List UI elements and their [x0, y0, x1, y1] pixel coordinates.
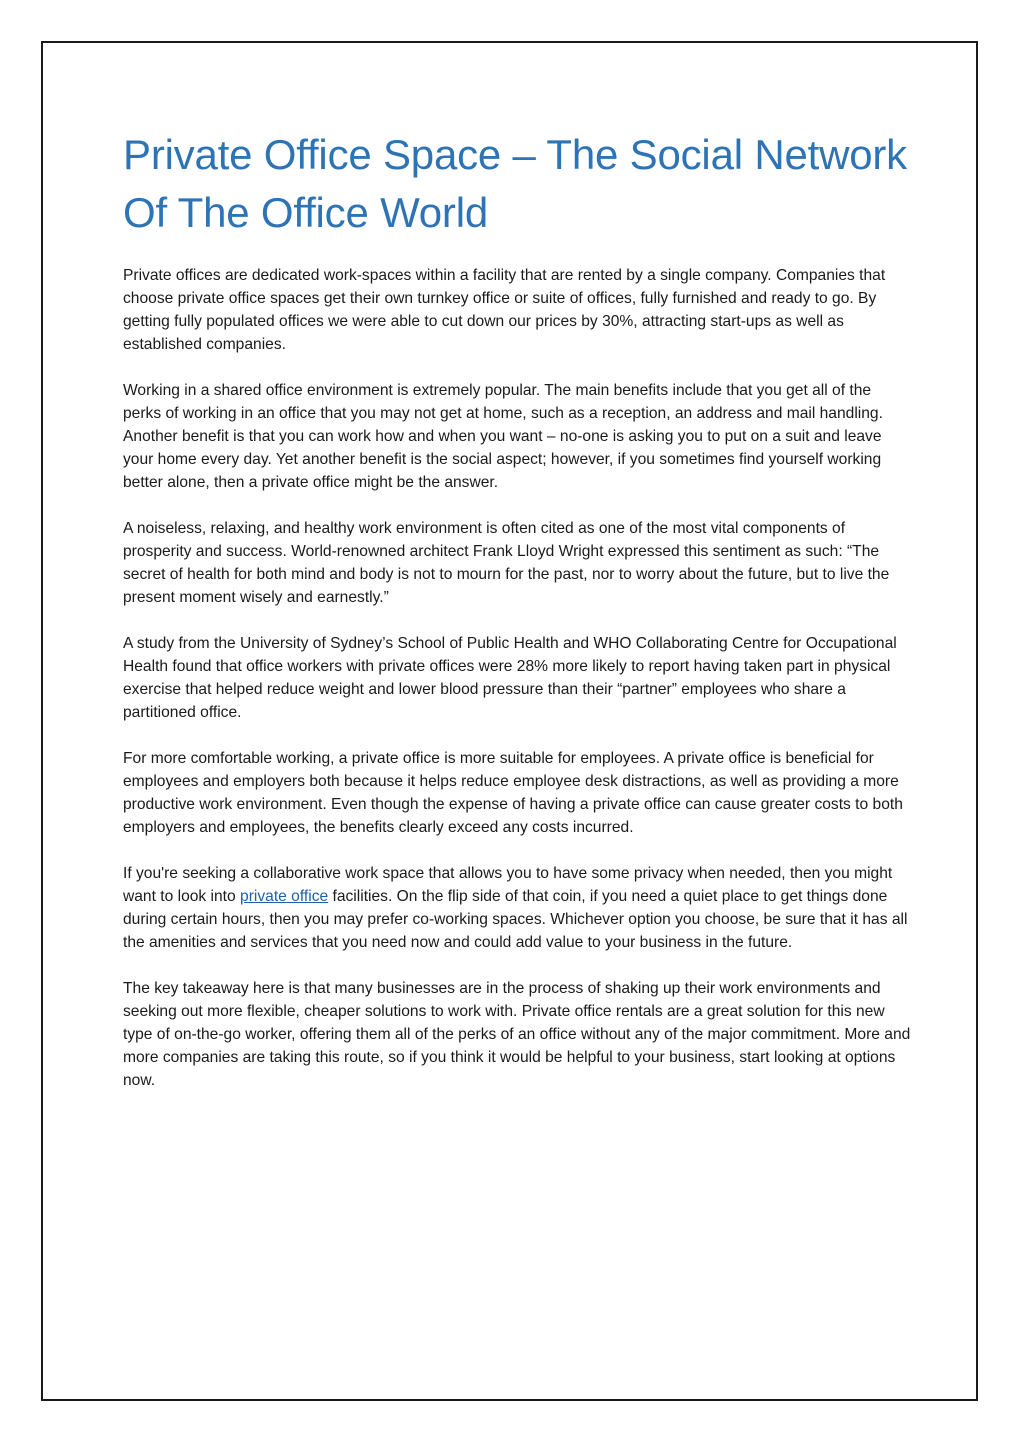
paragraph-5: For more comfortable working, a private office is more suitable for employees. A private office is beneficial for employees and employers both because it helps reduce employee desk distractions, as well as providing a more productive work environment. Even though the expense of having a private office can cause greater costs to both employers and employees, the benefits clearly exceed any costs incurred.	[123, 750, 903, 836]
paragraph-1: Private offices are dedicated work-spaces within a facility that are rented by a single company. Companies that choose private office spaces get their own turnkey office or suite of offices, fully furnished and ready to go. By getting fully populated offices we were able to cut down our prices by 30%, attracting start-ups as well as established companies.	[123, 267, 886, 353]
document-body	[123, 264, 913, 1092]
paragraph-2: Working in a shared office environment is extremely popular. The main benefits include that you get all of the perks of working in an office that you may not get at home, such as a reception, an address and mail handling. Another benefit is that you can work how and when you want – no-one is asking you to put on a suit and leave your home every day. Yet another benefit is the social aspect; however, if you sometimes find yourself working better alone, then a private office might be the answer.	[123, 382, 883, 491]
paragraph-6	[123, 862, 913, 954]
document-title: Private Office Space – The Social Network Of The Office World	[123, 131, 907, 236]
paragraph-7: The key takeaway here is that many businesses are in the process of shaking up their work environments and seeking out more flexible, cheaper solutions to work with. Private office rentals are a great solution for this new type of on-the-go worker, offering them all of the perks of an office without any of the major commitment. More and more companies are taking this route, so if you think it would be helpful to your business, start looking at options now.	[123, 980, 911, 1089]
paragraph-6-after-link: facilities. On the flip side of that coin, if you need a quiet place to get things done during certain hours, then you may prefer co-working spaces. Whichever option you choose, be sure that it has all the amenities and services that you need now and could add value to your business in the future.	[123, 888, 908, 951]
paragraph-6-before-link: If you're seeking a collaborative work space that allows you to have some privacy when needed, then you might want to look into	[123, 865, 893, 905]
paragraph-3: A noiseless, relaxing, and healthy work environment is often cited as one of the most vital components of prosperity and success. World-renowned architect Frank Lloyd Wright expressed this sentiment as such: “The secret of health for both mind and body is not to mourn for the past, nor to worry about the future, but to live the present moment wisely and earnestly.”	[123, 520, 890, 606]
document-content	[123, 126, 913, 1115]
private-office-link[interactable]: private office	[240, 888, 329, 905]
paragraph-4: A study from the University of Sydney’s School of Public Health and WHO Collaborating Centre for Occupational Health found that office workers with private offices were 28% more likely to report having taken part in physical exercise that helped reduce weight and lower blood pressure than their “partner” employees who share a partitioned office.	[123, 635, 897, 721]
